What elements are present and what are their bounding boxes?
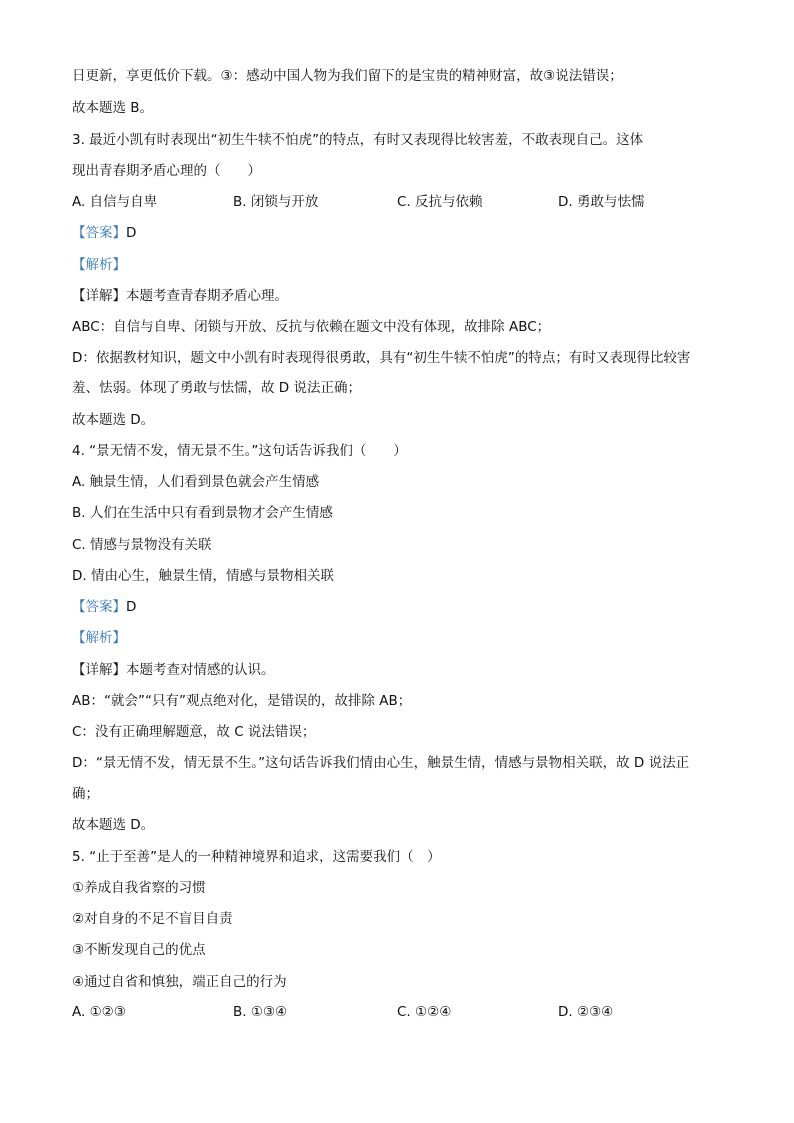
q5-option-a: A. ①②③ [72, 1004, 126, 1020]
answer-value: D [126, 225, 137, 241]
q3-option-a: A. 自信与自卑 [72, 194, 158, 210]
q5-option-c: C. ①②④ [397, 1004, 452, 1020]
q4-explain-c: C：没有正确理解题意，故 C 说法错误； [72, 724, 316, 740]
q3-option-b: B. 闭锁与开放 [233, 194, 319, 210]
q3-option-c: C. 反抗与依赖 [397, 194, 483, 210]
q4-explain-d-cont: 确； [72, 786, 99, 802]
q4-answer [72, 597, 136, 617]
q3-answer [72, 223, 136, 243]
q3-explain-d-cont: 羞、怯弱。体现了勇敢与怯懦，故 D 说法正确； [72, 380, 361, 396]
q4-explain-ab: AB：“就会”“只有”观点绝对化，是错误的，故排除 AB； [72, 693, 412, 709]
q4-option-c: C. 情感与景物没有关联 [72, 537, 212, 553]
q3-analysis-label: 【解析】 [72, 257, 126, 273]
q5-item-2: ②对自身的不足不盲目自责 [72, 911, 233, 927]
q4-option-a: A. 触景生情，人们看到景色就会产生情感 [72, 474, 320, 490]
q4-explain-d: D：“景无情不发，情无景不生。”这句话告诉我们情由心生，触景生情，情感与景物相关联，故 D 说法正 [72, 755, 690, 771]
q3-option-d: D. 勇敢与怯懦 [558, 194, 645, 210]
q3-detail: 【详解】本题考查青春期矛盾心理。 [72, 288, 288, 304]
q5-item-3: ③不断发现自己的优点 [72, 942, 206, 958]
q5-item-4: ④通过自省和慎独，端正自己的行为 [72, 974, 287, 990]
question-5-stem: 5. “止于至善”是人的一种精神境界和追求，这需要我们（ ） [72, 849, 441, 865]
text-line: 日更新，享更低价下载。③：感动中国人物为我们留下的是宝贵的精神财富，故③说法错误； [72, 68, 623, 84]
q4-option-d: D. 情由心生，触景生情，情感与景物相关联 [72, 568, 334, 584]
question-3-stem-cont: 现出青春期矛盾心理的（ ） [72, 163, 261, 179]
q4-analysis-label: 【解析】 [72, 630, 126, 646]
q5-option-b: B. ①③④ [233, 1004, 288, 1020]
q5-option-d: D. ②③④ [558, 1004, 614, 1020]
q4-detail: 【详解】本题考查对情感的认识。 [72, 662, 275, 678]
question-3-stem: 3. 最近小凯有时表现出“初生牛犊不怕虎”的特点，有时又表现得比较害羞，不敢表现自己。这体 [72, 132, 644, 148]
question-4-stem: 4. “景无情不发，情无景不生。”这句话告诉我们（ ） [72, 443, 407, 459]
q3-explain-abc: ABC：自信与自卑、闭锁与开放、反抗与依赖在题文中没有体现，故排除 ABC； [72, 319, 551, 335]
answer-label: 【答案】 [72, 599, 126, 615]
q5-item-1: ①养成自我省察的习惯 [72, 880, 206, 896]
q3-conclusion: 故本题选 D。 [72, 412, 155, 428]
q4-option-b: B. 人们在生活中只有看到景物才会产生情感 [72, 505, 333, 521]
answer-label: 【答案】 [72, 225, 126, 241]
q4-conclusion: 故本题选 D。 [72, 817, 155, 833]
answer-value: D [126, 599, 137, 615]
conclusion-line: 故本题选 B。 [72, 100, 154, 116]
q3-explain-d: D：依据教材知识，题文中小凯有时表现得很勇敢，具有“初生牛犊不怕虎”的特点；有时又表现得比较害 [72, 350, 691, 366]
